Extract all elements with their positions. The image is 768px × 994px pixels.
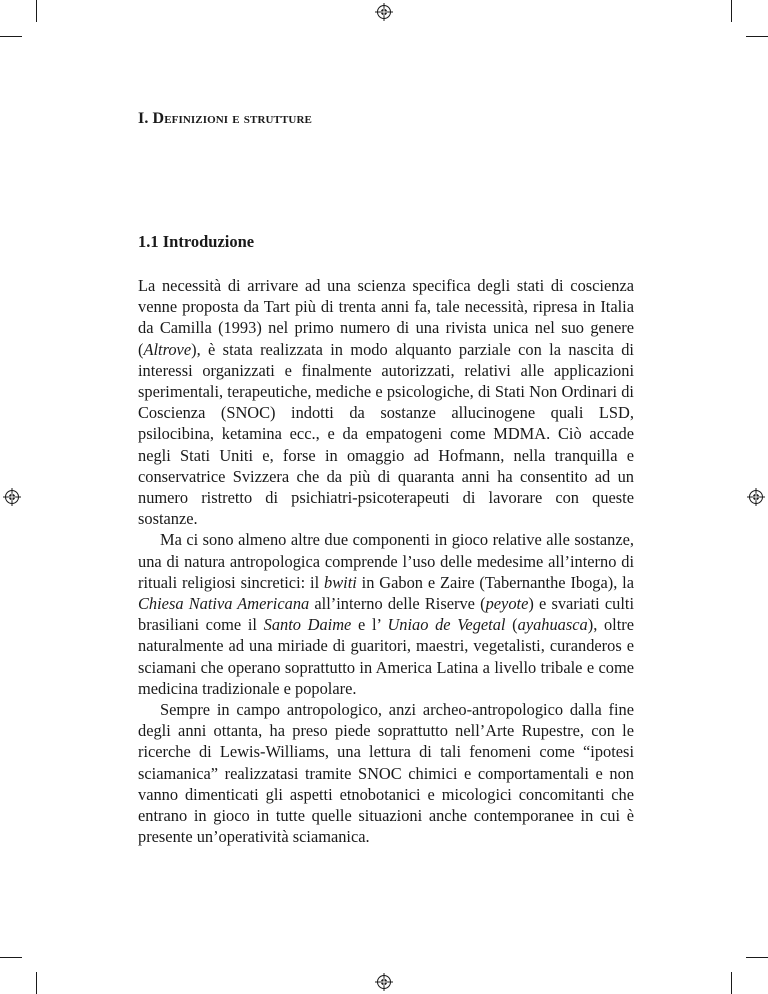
crop-mark bbox=[731, 972, 732, 994]
chapter-title bbox=[138, 110, 312, 128]
registration-mark-icon bbox=[747, 488, 765, 506]
paragraph bbox=[138, 529, 634, 699]
text-run: Ma ci sono almeno altre due componenti in gioco relative alle sostanze, una di natura antropologica comprende l’uso delle medesime all’interno di rituali religiosi sincretici: il bbox=[138, 530, 634, 592]
text-run: Sempre in campo antropologico, anzi archeo-antropologico dalla fine degli anni ottanta, ha preso piede soprattutto nell’Arte Rupestre, con le ricerche di Lewis-Williams, una lettura di tali fenomeni come “ipotesi sciamanica” realizzatasi tramite SNOC chimici e comportamentali e non vanno dimenticati gli aspetti etnobotanici e micologici concomitanti che entrano in gioco in tutte quelle situazioni anche contemporanee in cui è presente un’operatività sciamanica. bbox=[138, 700, 634, 847]
crop-mark bbox=[746, 957, 768, 958]
text-run: ), è stata realizzata in modo alquanto parziale con la nascita di interessi organizzati e finalmente autorizzati, relativi alle applicazioni sperimentali, terapeutiche, mediche e psicologiche, di Stati Non Ordinari di Coscienza (SNOC) indotti da sostanze allucinogene quali LSD, psilocibina, ketamina ecc., e da empatogeni come MDMA. Ciò accade negli Stati Uniti e, forse in omaggio ad Hofmann, nella tranquilla e conservatrice Svizzera che da più di quaranta anni ha consentito ad un numero ristretto di psichiatri-psicoterapeuti di lavorare con queste sostanze. bbox=[138, 339, 634, 529]
crop-mark bbox=[731, 0, 732, 22]
italic-text: Altrove bbox=[143, 339, 192, 359]
italic-text: ayahuasca bbox=[517, 615, 588, 635]
italic-text: Santo Daime bbox=[263, 615, 352, 635]
registration-mark-icon bbox=[375, 3, 393, 21]
crop-mark bbox=[0, 36, 22, 37]
crop-mark bbox=[36, 972, 37, 994]
text-run: La necessità di arrivare ad una scienza specifica degli stati di coscienza venne proposta da Tart più di trenta anni fa, tale necessità, ripresa in Italia da Camilla (1993) nel primo numero di una rivista unica nel suo genere ( bbox=[138, 276, 634, 359]
crop-mark bbox=[746, 36, 768, 37]
paragraph bbox=[138, 699, 634, 847]
chapter-title-text: Definizioni e strutture bbox=[152, 110, 312, 127]
text-run: ), oltre naturalmente ad una miriade di guaritori, maestri, vegetalisti, curanderos e sciamani che operano soprattutto in America Latina a livello tribale e come medicina tradizionale e popolare. bbox=[138, 615, 634, 698]
text-run: ( bbox=[505, 615, 518, 635]
registration-mark-icon bbox=[375, 973, 393, 991]
italic-text: Uniao de Vegetal bbox=[387, 615, 506, 635]
text-run: ) e svariati culti brasiliani come il bbox=[138, 594, 634, 635]
body-text bbox=[138, 275, 634, 847]
section-title: 1.1 Introduzione bbox=[138, 232, 255, 251]
italic-text: peyote bbox=[485, 594, 529, 614]
text-run: in Gabon e Zaire (Tabernanthe Iboga), la bbox=[356, 572, 634, 592]
italic-text: Chiesa Nativa Americana bbox=[138, 594, 310, 614]
text-run: e l’ bbox=[351, 615, 388, 635]
chapter-number: I. bbox=[138, 110, 149, 127]
registration-mark-icon bbox=[3, 488, 21, 506]
text-run: all’interno delle Riserve ( bbox=[309, 594, 486, 614]
paragraph bbox=[138, 275, 634, 529]
crop-mark bbox=[36, 0, 37, 22]
crop-mark bbox=[0, 957, 22, 958]
italic-text: bwiti bbox=[324, 572, 357, 592]
